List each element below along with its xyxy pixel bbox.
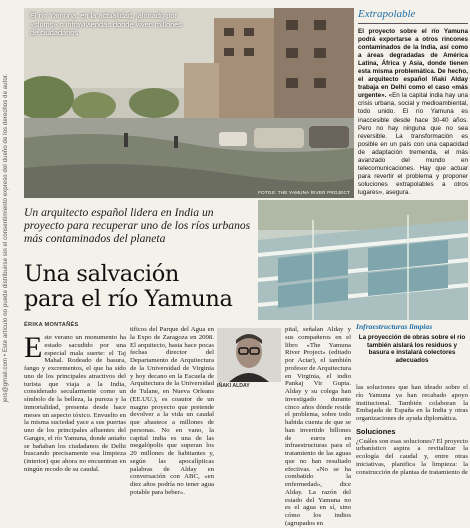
- article-column-2: tificos del Parque del Agua en la Expo de Zaragoza en 2008. El arquitecto, hasta hace pocas fechas director del Departamento de Arquitectura de la Universidad de Virginia y hoy decano en la Escuela de Arquitectura de la Universidad de Tulane, en Nueva Orleans (EE.UU.), es coautor de un magno proyecto que pretende devolver a la vida un caudal que abastece a millones de personas. No en vano, la capital india es una de las megalópolis que superan los 20 millones de habitantes y, según las apocalípticas palabras de Alday en conversación con ABC, «en diez años podría no tener agua potable para beber».: [130, 326, 214, 496]
- infobox-text: La proyección de obras sobre el río también aislará los residuos y basura e instalará colectores adecuados: [358, 334, 466, 364]
- sidebar-lead: El proyecto sobre el río Yamuna podrá exportarse a otros rincones contaminados de la India, así como a áreas degradadas de América Latina, África y Asia, donde tienen esta misma problemática. De hecho, el arquitecto español Iñaki Alday trabaja en Delhi como el caso «más urgente».: [358, 28, 468, 100]
- section-subhead: Soluciones: [356, 426, 396, 436]
- water-plant-illustration: [258, 200, 468, 320]
- article-column-4: [356, 384, 468, 476]
- article-column-3: pital, señalan Alday y sus compañeros en el libro «The Yamuna River Project» (editado por Actar), el también profesor de Arquitectura en Virginia, el indio Pankaj Vir Gupta. Alday y su colega han investigado durante cinco años dónde reside el problema, sobre todo habida cuenta de que se han invertido billones de euros en infraestructuras para el tratamiento de las aguas que no han resultado efectivas. «No se ha combatido la enfermedad», dice Alday. La razón del estado del Yamuna no es el agua en sí, sino cómo los indios (agrupados en: [285, 326, 351, 527]
- copyright-margin-note: [1, 8, 11, 468]
- column-4-text-b: ¿Cuáles son esas soluciones? El proyecto urbanístico aspira a revitalizar la ecología del caudal y, entre otras iniciativas, planifica la limpieza: la construcción de plantas de tratamiento de: [356, 437, 468, 476]
- headline-line-1: Una salvación: [24, 261, 179, 287]
- article-column-1: [24, 331, 126, 474]
- portrait-illustration: [217, 328, 281, 382]
- margin-copyright-text: Este artículo no puede distribuirse sin el consentimiento expreso del dueño de los derechos de autor.: [3, 73, 9, 353]
- photo-caption: El río Yamuna, en la actualidad, jalonado por «slums» o infraviviendas donde viven millones de ciudadanos: [30, 11, 182, 38]
- photo-credit: FOTOS: THE YAMUNA RIVER PROJECT: [258, 190, 350, 195]
- column-1-text: ste verano un monumento ha estado sacudido por una especial mala suerte: el Taj Mahal. Rodeado de basura, fango y excrementos, el que ha sido uno de los principales atractivos del turista que viaja a la India, considerado secularmente como un símbolo de la belleza, la pureza y la inmortalidad, presenta desde hace meses un aspecto tóxico. Envuelto en la misma suciedad yace a sus puertas uno de los principales afluentes del Ganges, el río Yamuna, donde antaño se bañaban los ciudadanos de Delhi buscando precisamente esa limpieza (interior) que ahora no encuentran en ningún recodo de su caudal.: [24, 334, 126, 473]
- lede: Un arquitecto español lidera en India un proyecto para recuperar uno de los ríos urbanos más contaminados del planeta: [24, 206, 251, 245]
- infobox-infraestructuras: [356, 322, 468, 364]
- column-4-text: las soluciones que han ideado sobre el río Yamuna ya han recabado apoyo institucional. También colaboran la Embajada de España en la India y otras organizaciones de ayuda diplomática.: [356, 384, 468, 422]
- water-plant-photo: [258, 200, 468, 320]
- river-photo: [24, 8, 354, 198]
- portrait-photo: [217, 328, 281, 382]
- sidebar-title: Extrapolable: [358, 8, 468, 24]
- portrait-caption: IÑAKI ALDAY: [217, 383, 250, 389]
- margin-email: jers@gmail.com •: [3, 353, 9, 403]
- infobox-title: Infraestructuras limpias: [356, 322, 433, 331]
- sidebar-extrapolable: [358, 8, 468, 197]
- sidebar-body: «En la capital india hay una crisis urbana, social y medioambiental, todo unido. El río Yamuna es inaccesible desde hace 30-40 años. Pero no hay ninguna que no sea reversible. La transformación es posible en un país con una capacidad de adaptación tremenda, el más avanzado del mundo en telecomunicaciones. Hay que actuar para revertir el problema y proponer soluciones extrapolables a otros lugares», asegura.: [358, 92, 468, 196]
- byline: ÉRIKA MONTAÑÉS: [24, 322, 79, 328]
- drop-cap: E: [24, 331, 43, 364]
- sidebar-text: [358, 28, 468, 197]
- headline-line-2: para el río Yamuna: [24, 286, 233, 312]
- headline: [24, 262, 256, 312]
